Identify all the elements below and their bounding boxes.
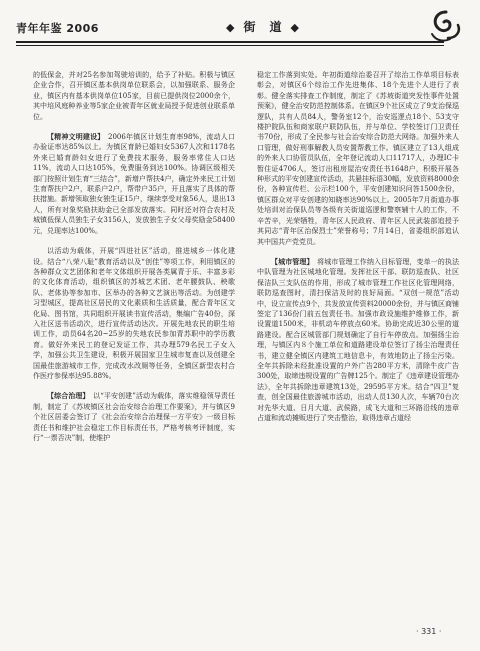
section-title xyxy=(226,18,300,35)
header-rule xyxy=(16,45,444,46)
paragraph xyxy=(33,391,235,443)
left-column xyxy=(33,70,235,443)
section-label: 【综合治理】 xyxy=(47,392,90,401)
swirl-ornament-icon xyxy=(428,8,464,44)
paragraph-text: 将城市管理工作纳入目标管理，变单一的执法中队管理为社区城地化管理。发挥社区干部、联防巡查队、社区保洁队三支队伍的作用，形成了城市管理工作社区化管理网络，联防巡查图时，清扫保洁及时的良好局面。“双创一规范”活动中，设立宣传点9个，共发放宣传资料20000余份，并与镇区商铺签定了136份门前五包责任书。加强市政设施维护维修工作，新设置道1500米，非机动车停放点60米。协助完成近30公里的道路建设。配合区城管部门规划确定了自行车停放点。加强扬尘治理，与镇区内８个施工单位和道路建设单位签订了扬尘治理责任书，建立健全镇区内建筑工地信息卡，有效地防止了扬尘污染。全年共拆除未经批准设置的户外广告280平方米，清除牛皮广告300处，取缔违规设置的广告牌125个。制定了《违章建设管理办法》，全年共拆除违章建筑13处，29595平方米。结合“四卫”复查，创全国最佳旅游城市活动，出动人员130人次，车辆70台次对先华大道、日月大道、武侯路，成飞大道和三环路沿线的违章占道和流动摊贩进行了突击整治，取得违章占道经 xyxy=(257,257,460,422)
right-column xyxy=(257,70,459,423)
section-title-char-1: 街 xyxy=(243,20,257,34)
section-title-char-2: 道 xyxy=(269,20,283,34)
header-rule xyxy=(16,41,444,43)
paragraph-text: 2006年镇区计划生育率98%，流动人口办验证率达85%以上。为镇区育龄已婚妇女5367人次和1178名外来已婚育龄妇女进行了免费技术服务，服务率常住人口达11%，流动人口达105%，免费服务到达100%。协调区级相关部门按照计划生育“三结合”，新增户帮扶4户，确定外来民工计划生育帮扶户2户，联系户2户，帮带户35户，开且落实了具体的帮扶措施。新增领取独女独生证15户，继续享受对象56人，退出13人，所有对象奖励扶助金已全部发放落实。同时还对符合农村及城镇低保人员独生子女3156人，发放独生子女父母奖励金58400元，兑现率达100%。 xyxy=(33,133,235,235)
page-header xyxy=(16,8,466,48)
page-number: · 331 · xyxy=(416,627,442,636)
section-label: 【精神文明建设】 xyxy=(47,133,105,142)
paragraph: 稳定工作落到实处。年初街道综治委召开了综治工作单项目标表彰会，对镇区6个综治工作先进集体、18个先进个人进行了表彰。健全落实排查工作制度，制定了《苏坡街道突发性事件处置预案》，健全治安防范控制体系。在镇区9个社区成立了9支治保巡逻队，共有人员84人，警务室12个，治安巡逻点18个、53支守楼护院队伍和商家联户联防队伍，并与单位、学校签订门卫责任书70份，形成了全民参与社会治安综合防范大网络。加强外来人口管理，做好刑事解教人员安置帮教工作。镇区建立了13人组成的外来人口协管员队伍，全年登记流动人口11717人，办理IC卡暂住证4706人，签订出租房屋治安责任书1648户，积极开展各种形式的平安创建宣传活动，共悬挂标语30幅，发放资料8000余份，各种宣传栏、公示栏100个，平安创建知识问答1500余份，镇区群众对平安创建的知晓率达90%以上。2005年7月街道办事处培训对治保队员等各级有关街道巡逻和警察辅十人的工作，不辛苦辛，光荣牺牲，青年区人民政府、青年区人民武装部追授予其同志“青年区治保烈士”荣誉称号；7月14日，省委组织部追认其中国共产党党员。 xyxy=(257,71,459,246)
section-label: 【城市管理】 xyxy=(271,257,314,266)
paragraph: 以活动为载体，开展“四进社区”活动，推进城乡一体化建设。结合“八荣八耻”教育活动以及“创佳”等项工作，利用镇区的各种群众文艺团体和老年文体组织开展各类属青于乐、丰富多彩的文化体育活动，组织镇区的苏城艺术团、老年腰鼓队、秧歌队、老体协等参加市、区举办的各种文艺演出等活动。为创建学习型城区，提高社区居民的文化素质和生活质量，配合青年区文化局、图书馆，共同组织开展读书宣传活动，集编广告40份，深入社区送书活动次，进行宣传活动达次。开展先地农民的职生培训工作，动员64名20~25岁的失地农民参加青苏职中的学历教育。做好外来民工的登记发证工作，共办理579名民工子女入学，加强公共卫生建设，积极开展国家卫生城市复查以及创建全国最佳旅游城市工作，完成改水改厕等任务，全镇区新型农村合作医疗参保率达95.88%。 xyxy=(33,247,235,380)
paragraph-text: 以“平安创建”活动为载体，落实维稳领导责任制，制定了《苏坡镇区社会治安综合治理工作要案》，并与镇区9个社区居委会签订了《社会治安综合治理保一方平安》一级目标责任书和维护社会稳定工作目标责任书，严格考核考评制度，实行“一票否决”制，使维护 xyxy=(33,392,235,442)
diamond-icon: ◆ xyxy=(226,21,236,34)
paragraph: 的低保金，并对25名参加驾驶培训的，给予了补贴。积极与镇区企业合作，召开镇区基本供岗单位联系会，以加强联系、服务企业，镇区内有基本供岗单位105家，目前已提供岗位2000余个，其中培风庭种养业等5家企业被青年区就业局授予促进创业联系单位。 xyxy=(33,71,235,121)
yearbook-title: 青年年鉴 2006 xyxy=(16,22,99,35)
diamond-icon: ◆ xyxy=(290,21,300,34)
paragraph xyxy=(33,132,235,236)
paragraph xyxy=(257,257,459,424)
